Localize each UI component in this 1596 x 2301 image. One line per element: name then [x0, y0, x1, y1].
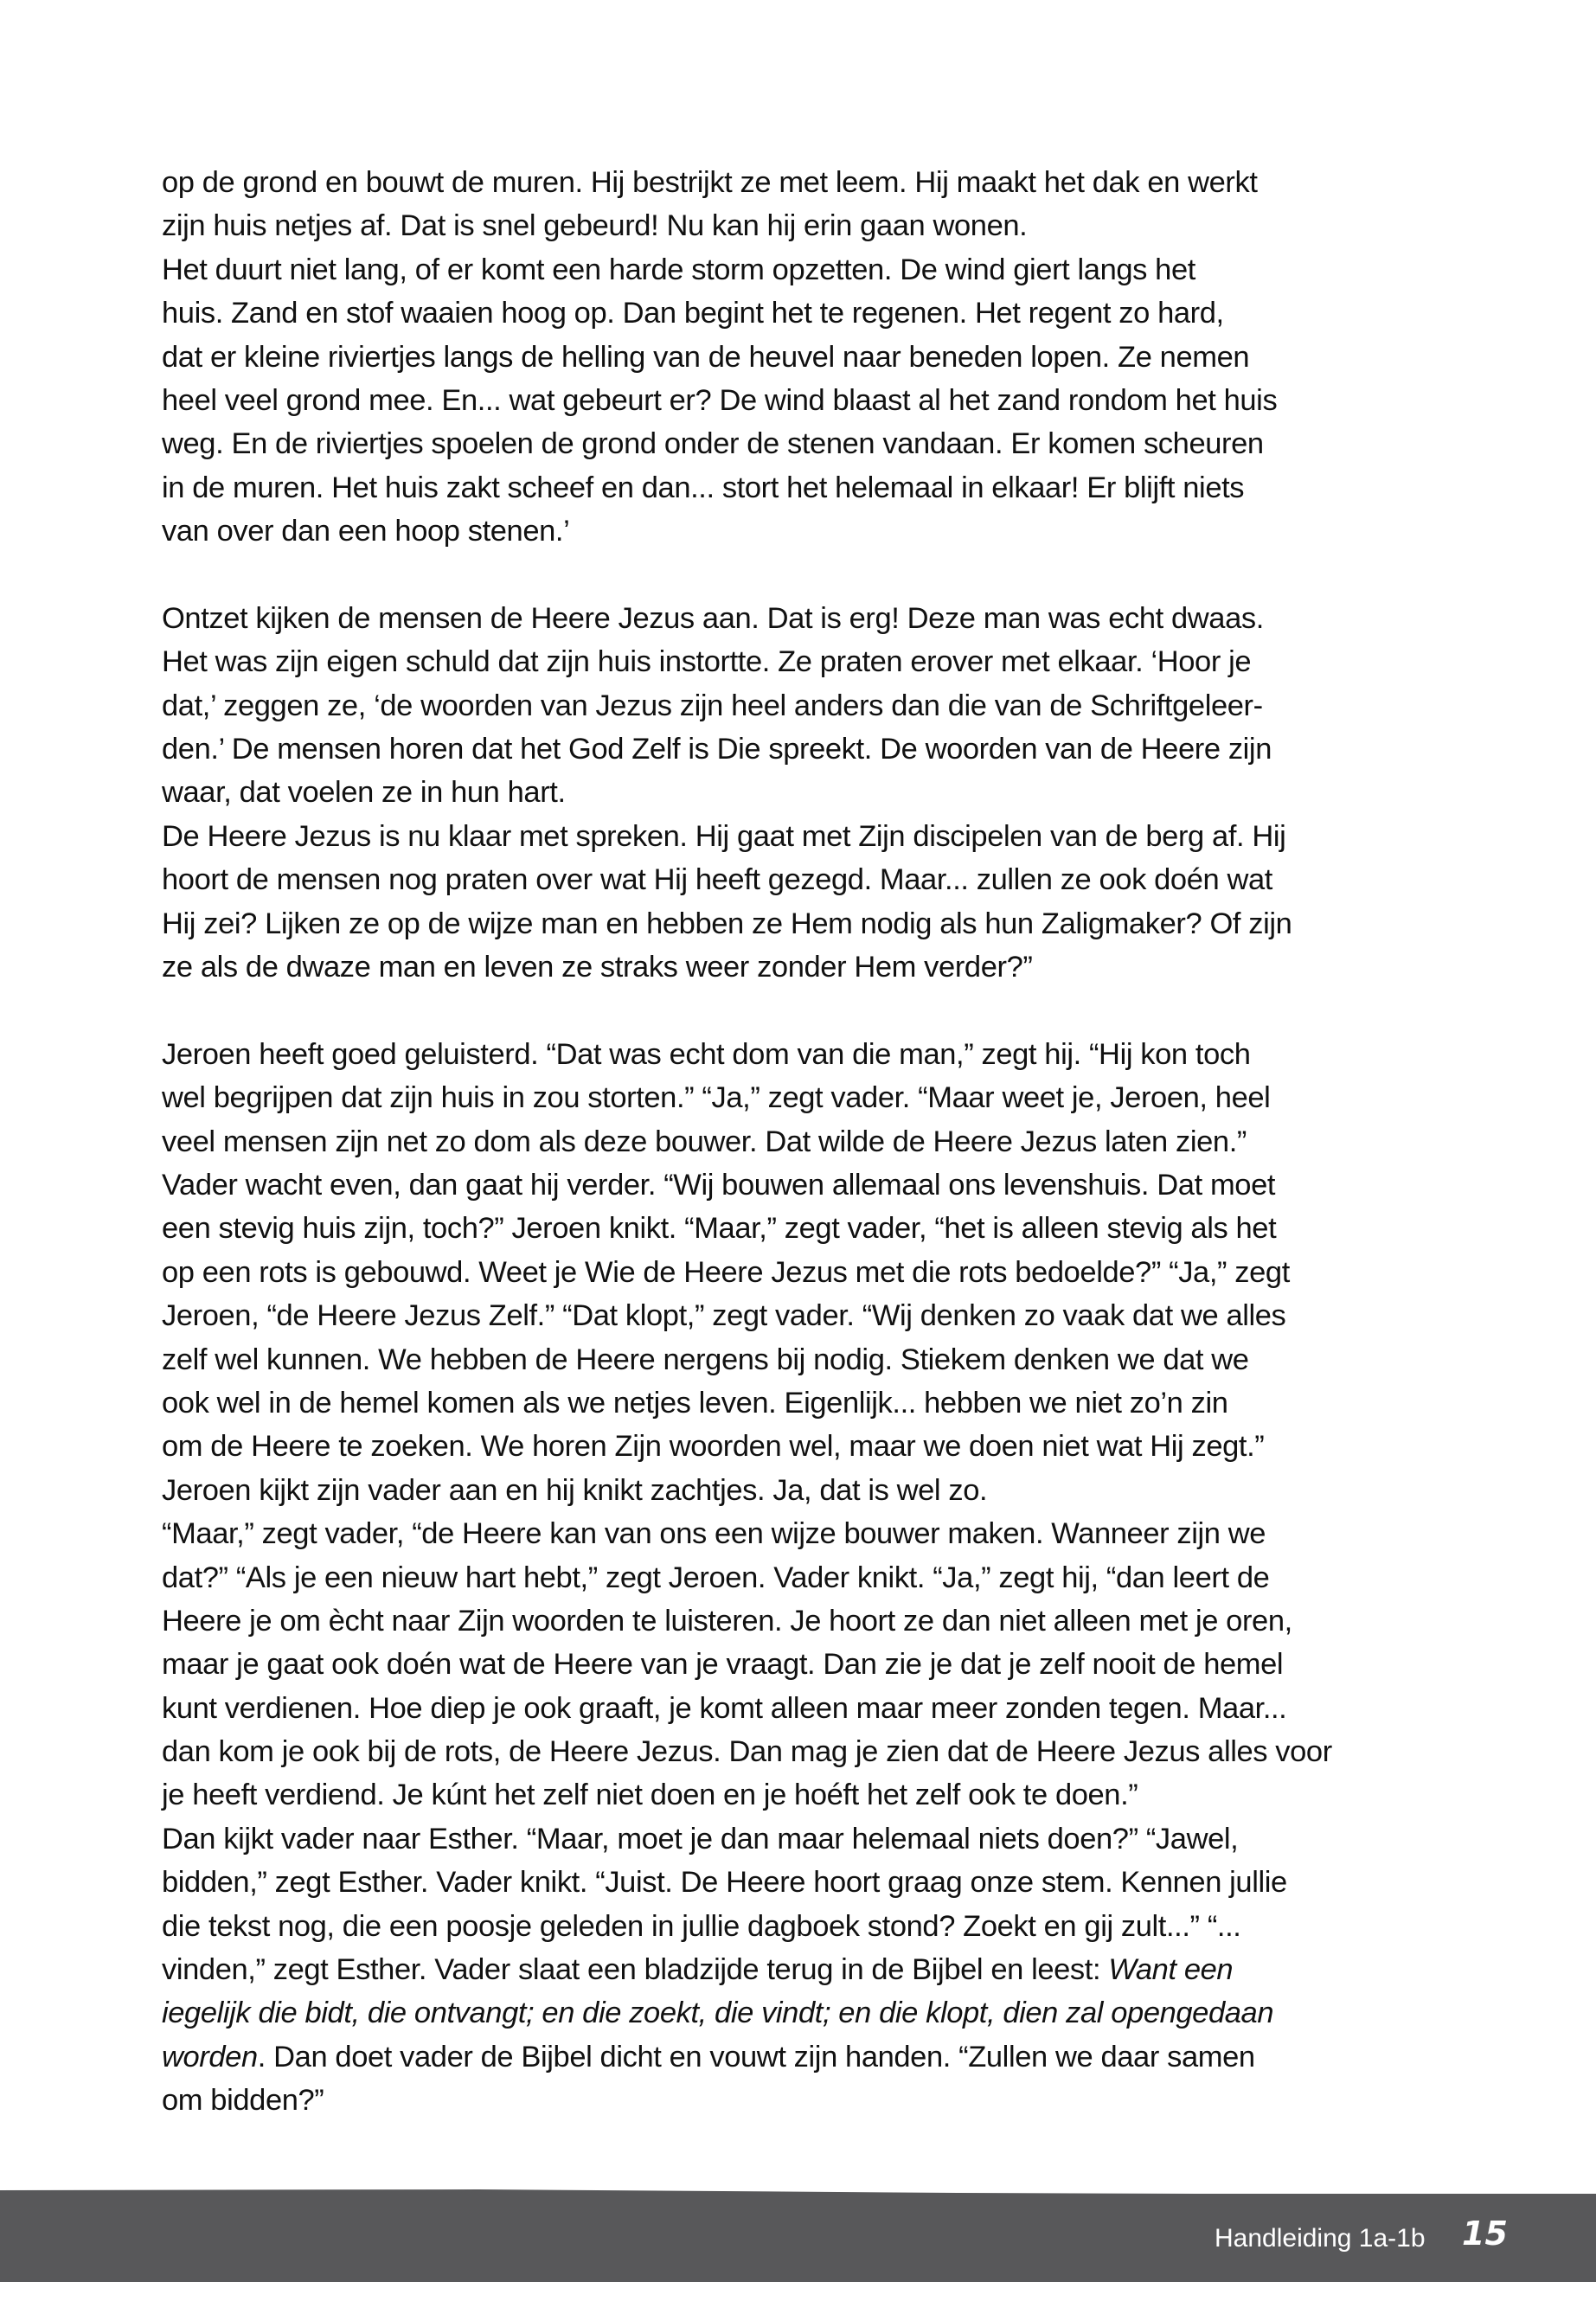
- text-segment: veel mensen zijn net zo dom als deze bouwer. Dat wilde de Heere Jezus laten zien.”: [162, 1125, 1247, 1158]
- text-segment: Hij zei? Lijken ze op de wijze man en hebben ze Hem nodig als hun Zaligmaker? Of zijn: [162, 907, 1292, 940]
- text-segment: den.’ De mensen horen dat het God Zelf is Die spreekt. De woorden van de Heere zijn: [162, 733, 1272, 766]
- text-segment: ook wel in de hemel komen als we netjes leven. Eigenlijk... hebben we niet zo’n zin: [162, 1386, 1228, 1420]
- italic-quote-segment: Want een: [1108, 1953, 1234, 1987]
- text-line: [162, 1556, 1459, 1599]
- text-segment: dat?” “Als je een nieuw hart hebt,” zegt Jeroen. Vader knikt. “Ja,” zegt hij, “dan leert de: [162, 1561, 1270, 1594]
- text-line: [162, 1425, 1459, 1468]
- text-segment: Het was zijn eigen schuld dat zijn huis instortte. Ze praten erover met elkaar. ‘Hoor je: [162, 645, 1252, 679]
- text-segment: “Maar,” zegt vader, “de Heere kan van ons een wijze bouwer maken. Wanneer zijn we: [162, 1517, 1266, 1551]
- text-segment: een stevig huis zijn, toch?” Jeroen knikt. “Maar,” zegt vader, “het is alleen stevig als het: [162, 1212, 1277, 1246]
- text-segment: dat,’ zeggen ze, ‘de woorden van Jezus zijn heel anders dan die van de Schriftgeleer-: [162, 689, 1263, 722]
- text-segment: die tekst nog, die een poosje geleden in jullie dagboek stond? Zoekt en gij zult...” “...: [162, 1909, 1241, 1943]
- text-segment: dat er kleine riviertjes langs de helling van de heuvel naar beneden lopen. Ze nemen: [162, 340, 1250, 374]
- text-segment: dan kom je ook bij de rots, de Heere Jezus. Dan mag je zien dat de Heere Jezus alles voor: [162, 1735, 1332, 1769]
- text-line: [162, 336, 1459, 379]
- text-segment: in de muren. Het huis zakt scheef en dan... stort het helemaal in elkaar! Er blijft niets: [162, 471, 1245, 504]
- text-segment: om de Heere te zoeken. We horen Zijn woorden wel, maar we doen niet wat Hij zegt.”: [162, 1430, 1265, 1464]
- text-segment: . Dan doet vader de Bijbel dicht en vouwt zijn handen. “Zullen we daar samen: [257, 2040, 1255, 2073]
- text-line: [162, 1817, 1459, 1861]
- text-segment: weg. En de riviertjes spoelen de grond onder de stenen vandaan. Er komen scheuren: [162, 427, 1264, 461]
- text-line: [162, 640, 1459, 683]
- text-line: [162, 248, 1459, 292]
- text-line: [162, 1991, 1459, 2035]
- text-line: [162, 1251, 1459, 1294]
- text-segment: Ontzet kijken de mensen de Heere Jezus aan. Dat is erg! Deze man was echt dwaas.: [162, 601, 1264, 635]
- text-line: [162, 858, 1459, 901]
- text-line: [162, 379, 1459, 422]
- text-segment: hoort de mensen nog praten over wat Hij heeft gezegd. Maar... zullen ze ook doén wat: [162, 863, 1272, 897]
- text-segment: ze als de dwaze man en leven ze straks weer zonder Hem verder?”: [162, 951, 1033, 984]
- text-line: [162, 1163, 1459, 1207]
- text-segment: Dan kijkt vader naar Esther. “Maar, moet je dan maar helemaal niets doen?” “Jawel,: [162, 1822, 1239, 1856]
- text-line: [162, 815, 1459, 858]
- blank-line: [162, 989, 1459, 1032]
- text-line: [162, 684, 1459, 727]
- text-segment: Jeroen kijkt zijn vader aan en hij knikt zachtjes. Ja, dat is wel zo.: [162, 1473, 988, 1507]
- text-line: [162, 597, 1459, 640]
- text-segment: bidden,” zegt Esther. Vader knikt. “Juist. De Heere hoort graag onze stem. Kennen jullie: [162, 1866, 1287, 1900]
- text-line: [162, 2079, 1459, 2122]
- text-segment: heel veel grond mee. En... wat gebeurt er? De wind blaast al het zand rondom het huis: [162, 383, 1278, 417]
- text-line: [162, 1687, 1459, 1730]
- text-line: [162, 292, 1459, 335]
- text-segment: kunt verdienen. Hoe diep je ook graaft, je komt alleen maar meer zonden tegen. Maar...: [162, 1691, 1287, 1725]
- italic-quote-segment: iegelijk die bidt, die ontvangt; en die zoekt, die vindt; en die klopt, dien zal opengedaan: [162, 1997, 1274, 2030]
- text-line: [162, 2035, 1459, 2079]
- text-segment: Heere je om ècht naar Zijn woorden te luisteren. Je hoort ze dan niet alleen met je oren,: [162, 1604, 1292, 1638]
- body-text: [162, 161, 1459, 2123]
- text-line: [162, 945, 1459, 989]
- text-segment: op de grond en bouwt de muren. Hij bestrijkt ze met leem. Hij maakt het dak en werkt: [162, 166, 1258, 199]
- text-segment: je heeft verdiend. Je kúnt het zelf niet doen en je hoéft het zelf ook te doen.”: [162, 1779, 1138, 1812]
- text-segment: van over dan een hoop stenen.’: [162, 515, 570, 548]
- text-segment: maar je gaat ook doén wat de Heere van je vraagt. Dan zie je dat je zelf nooit de hemel: [162, 1648, 1284, 1682]
- text-segment: Het duurt niet lang, of er komt een harde storm opzetten. De wind giert langs het: [162, 253, 1195, 286]
- text-line: [162, 1381, 1459, 1425]
- text-segment: zelf wel kunnen. We hebben de Heere nergens bij nodig. Stiekem denken we dat we: [162, 1343, 1249, 1376]
- text-line: [162, 1948, 1459, 1991]
- italic-quote-segment: worden: [162, 2040, 258, 2073]
- text-segment: huis. Zand en stof waaien hoog op. Dan begint het te regenen. Het regent zo hard,: [162, 297, 1224, 330]
- text-line: [162, 1207, 1459, 1250]
- text-line: [162, 510, 1459, 553]
- text-line: [162, 1905, 1459, 1948]
- text-segment: om bidden?”: [162, 2084, 324, 2118]
- text-line: [162, 1512, 1459, 1555]
- text-line: [162, 1469, 1459, 1512]
- text-segment: Jeroen heeft goed geluisterd. “Dat was echt dom van die man,” zegt hij. “Hij kon toch: [162, 1037, 1251, 1071]
- text-segment: Jeroen, “de Heere Jezus Zelf.” “Dat klopt,” zegt vader. “Wij denken zo vaak dat we alles: [162, 1299, 1286, 1333]
- text-segment: waar, dat voelen ze in hun hart.: [162, 776, 566, 810]
- text-line: [162, 204, 1459, 247]
- text-line: [162, 1773, 1459, 1817]
- text-line: [162, 466, 1459, 510]
- text-segment: Vader wacht even, dan gaat hij verder. “Wij bouwen allemaal ons levenshuis. Dat moet: [162, 1168, 1276, 1202]
- text-line: [162, 161, 1459, 204]
- text-line: [162, 1643, 1459, 1686]
- footer-label: Handleiding 1a-1b: [1215, 2224, 1426, 2253]
- text-line: [162, 1294, 1459, 1337]
- text-line: [162, 422, 1459, 465]
- text-segment: wel begrijpen dat zijn huis in zou storten.” “Ja,” zegt vader. “Maar weet je, Jeroen, heel: [162, 1081, 1271, 1115]
- text-line: [162, 902, 1459, 945]
- text-segment: De Heere Jezus is nu klaar met spreken. Hij gaat met Zijn discipelen van de berg af. Hij: [162, 819, 1286, 853]
- text-segment: zijn huis netjes af. Dat is snel gebeurd! Nu kan hij erin gaan wonen.: [162, 209, 1028, 243]
- text-line: [162, 1120, 1459, 1163]
- text-line: [162, 727, 1459, 771]
- text-segment: op een rots is gebouwd. Weet je Wie de Heere Jezus met die rots bedoelde?” “Ja,” zegt: [162, 1255, 1290, 1289]
- page-number: 15: [1462, 2214, 1508, 2253]
- text-line: [162, 1033, 1459, 1076]
- text-line: [162, 1076, 1459, 1119]
- text-line: [162, 1861, 1459, 1904]
- text-line: [162, 771, 1459, 814]
- text-segment: vinden,” zegt Esther. Vader slaat een bladzijde terug in de Bijbel en leest:: [162, 1953, 1109, 1987]
- text-line: [162, 1599, 1459, 1643]
- blank-line: [162, 554, 1459, 597]
- text-line: [162, 1338, 1459, 1381]
- text-line: [162, 1730, 1459, 1773]
